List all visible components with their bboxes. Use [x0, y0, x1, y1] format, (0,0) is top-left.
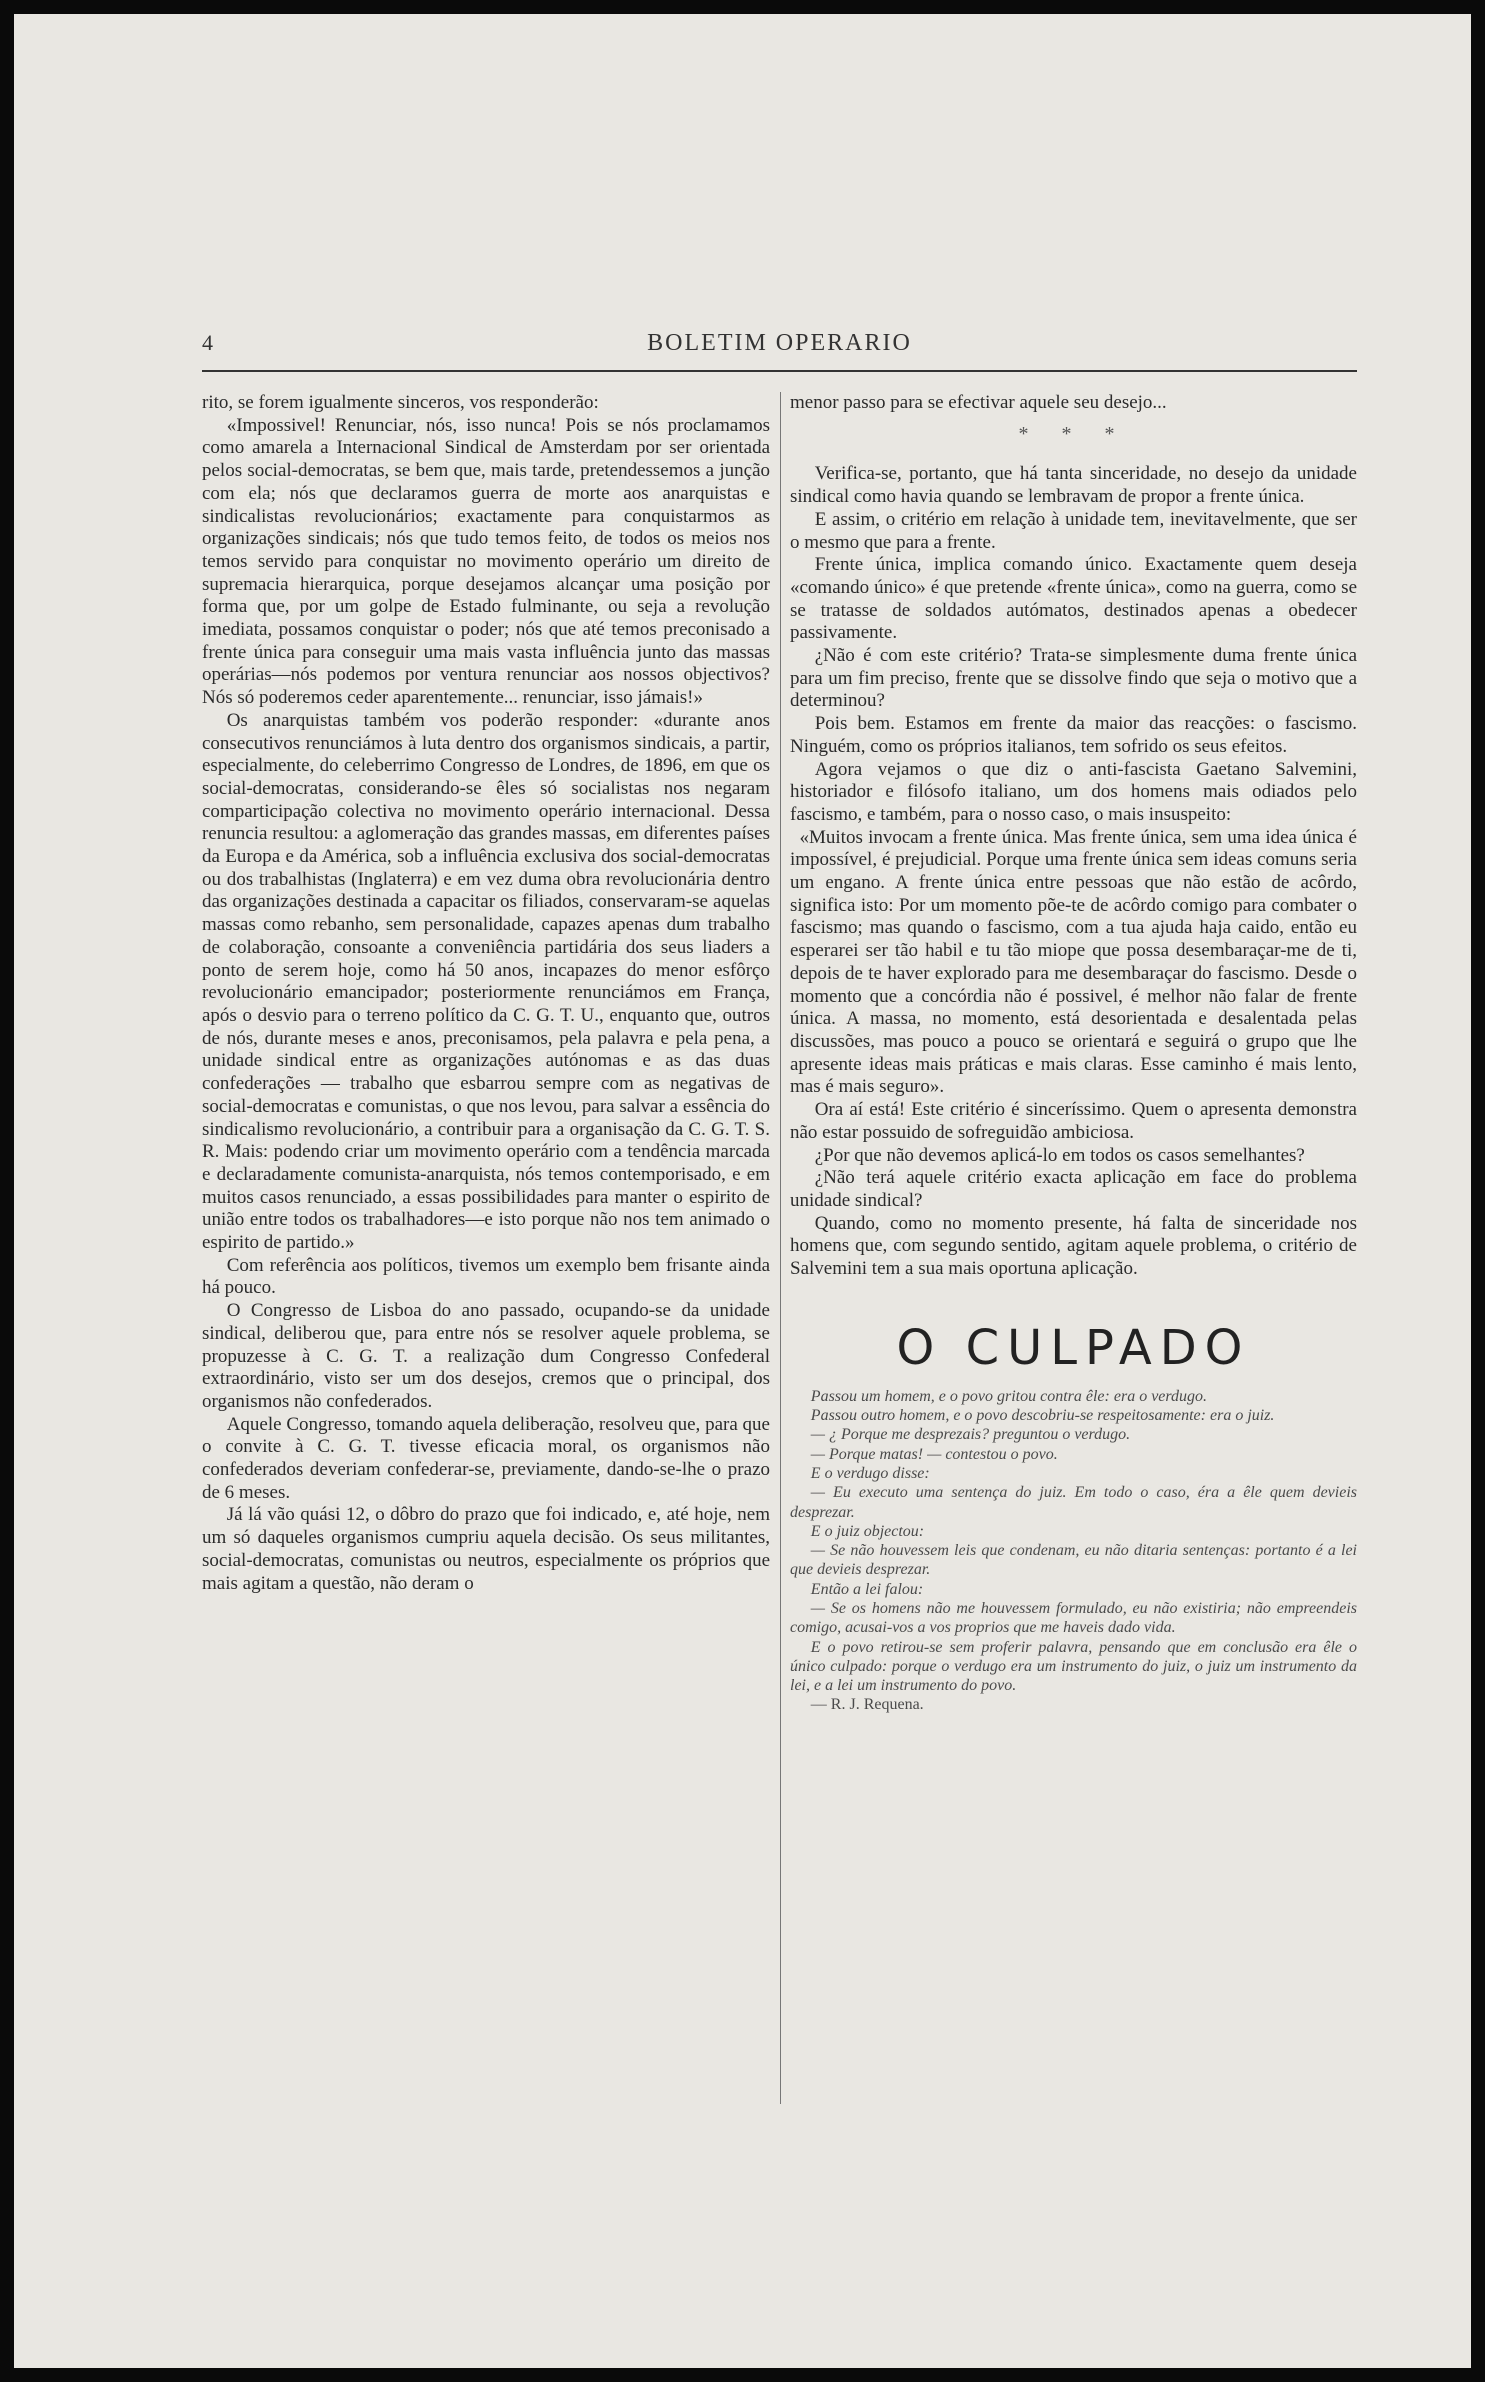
poem-line: — ¿ Porque me desprezais? preguntou o verdugo.: [810, 1426, 1131, 1444]
paragraph: ¿Não é com este critério? Trata-se simplesmente duma frente única para um fim preciso, frente que se dissolve findo que seja o motivo que a determinou?: [790, 645, 1357, 712]
paragraph: Pois bem. Estamos em frente da maior das reacções: o fascismo. Ninguém, como os próprios italianos, tem sofrido os seus efeitos.: [790, 713, 1357, 757]
poem-line: Passou um homem, e o povo gritou contra êle: era o verdugo.: [810, 1387, 1208, 1405]
left-column: [202, 392, 770, 1595]
header-rule: [202, 370, 1357, 372]
paragraph: O Congresso de Lisboa do ano passado, ocupando-se da unidade sindical, deliberou que, para entre nós se resolver aquele problema, se propuzesse à C. G. T. a realização dum Congresso Confederal extraordinário, visto ser um dos desejos, cremos que o principal, dos organismos não confederados.: [202, 1300, 770, 1412]
column-divider: [780, 392, 781, 2104]
paragraph: menor passo para se efectivar aquele seu desejo...: [790, 392, 1167, 413]
paragraph: Verifica-se, portanto, que há tanta sinceridade, no desejo da unidade sindical como havia quando se lembravam de propor a frente única.: [790, 463, 1357, 508]
poem-line: — Porque matas! — contestou o povo.: [810, 1445, 1058, 1463]
section-separator: * * *: [1018, 422, 1129, 445]
paragraph: rito, se forem igualmente sinceros, vos responderão:: [202, 392, 599, 413]
poem-attribution: — R. J. Requena.: [810, 1696, 924, 1714]
section-title: O CULPADO: [896, 1319, 1251, 1376]
page-header: [202, 330, 1357, 360]
poem-line: — Se os homens não me houvessem formulado, eu não existiria; não empreendeis comigo, acusai-vos a vos proprios que me haveis dado vida.: [790, 1599, 1357, 1637]
poem-line: E o juiz objectou:: [810, 1522, 925, 1540]
poem-line: E o povo retirou-se sem proferir palavra, pensando que em conclusão era êle o único culpado: porque o verdugo era um instrumento do juiz, o juiz um instrumento da lei, e a lei um instrumento do povo.: [790, 1638, 1357, 1695]
poem-line: — Eu executo uma sentença do juiz. Em todo o caso, éra a êle quem devieis desprezar.: [790, 1484, 1357, 1521]
page-number: 4: [202, 330, 213, 355]
paragraph: Ora aí está! Este critério é sinceríssimo. Quem o apresenta demonstra não estar possuido de sofreguidão ambiciosa.: [790, 1099, 1357, 1143]
paragraph: ¿Não terá aquele critério exacta aplicação em face do problema unidade sindical?: [790, 1167, 1357, 1211]
poem-line: Passou outro homem, e o povo descobriu-se respeitosamente: era o juiz.: [810, 1407, 1275, 1425]
poem-line: — Se não houvessem leis que condenam, eu não ditaria sentenças: portanto é a lei que devieis desprezar.: [790, 1542, 1357, 1579]
paragraph: Os anarquistas também vos poderão responder: «durante anos consecutivos renunciámos à luta dentro dos organismos sindicais, a partir, especialmente, do celeberrimo Congresso de Londres, de 1896, em que os social-democratas, considerando-se êles só socialistas nos negaram comparticipação colectiva no movimento operário internacional. Dessa renuncia resultou: a aglomeração das grandes massas, em diferentes países da Europa e da América, sob a influência exclusiva dos social-democratas ou dos trabalhistas (Inglaterra) e em vez duma obra revolucionária dentro das organizações destinada a capacitar os filiados, conservaram-se aquelas massas como rebanho, sem personalidade, capazes apenas dum trabalho de colaboração, consoante a conveniência partidária dos seus liaders a ponto de serem hoje, como há 50 anos, incapazes do menor esfôrço revolucionário emancipador; posteriormente renunciámos em França, após o desvio para o terreno político da C. G. T. U., enquanto que, outros de nós, durante meses e anos, preconisamos, pela palavra e pela pena, a unidade sindical entre as organizações autónomas e as das duas confederações — trabalho que esbarrou sempre com as negativas de social-democratas e comunistas, o que nos levou, para salvar a essência do sindicalismo revolucionário, a contribuir para a organisação da C. G. T. S. R. Mais: podendo criar um movimento operário com a tendência marcada e declaradamente comunista-anarquista, nós temos contemporisado, e em muitos casos renunciado, a essas possibilidades para manter o espirito de união entre todos os trabalhadores—e isto porque não nos tem animado o espirito de partido.»: [202, 709, 770, 1254]
paragraph: Já lá vão quási 12, o dôbro do prazo que foi indicado, e, até hoje, nem um só daqueles organismos cumpriu aquela decisão. Os seus militantes, social-democratas, comunistas ou neutros, especialmente os próprios que mais agitam a questão, não deram o: [202, 1504, 770, 1594]
poem-line: E o verdugo disse:: [810, 1464, 930, 1482]
paragraph: E assim, o critério em relação à unidade tem, inevitavelmente, que ser o mesmo que para a frente.: [790, 508, 1357, 553]
paragraph: Frente única, implica comando único. Exactamente quem deseja «comando único» é que pretende «frente única», como na guerra, como se se tratasse de soldados autómatos, destinados apenas a obedecer passivamente.: [790, 554, 1357, 644]
paragraph: Com referência aos políticos, tivemos um exemplo bem frisante ainda há pouco.: [202, 1254, 770, 1299]
paragraph: Aquele Congresso, tomando aquela deliberação, resolveu que, para que o convite à C. G. T. tivesse eficacia moral, os organismos não confederados deveriam confederar-se, previamente, dando-se-lhe o prazo de 6 meses.: [202, 1413, 770, 1503]
newspaper-title: BOLETIM OPERARIO: [647, 330, 912, 356]
paragraph: Agora vejamos o que diz o anti-fascista Gaetano Salvemini, historiador e filósofo italiano, um dos homens mais odiados pelo fascismo, e também, para o nosso caso, o mais insuspeito:: [790, 758, 1357, 825]
paragraph: «Impossivel! Renunciar, nós, isso nunca! Pois se nós proclamamos como amarela a Internacional Sindical de Amsterdam por ser orientada pelos social-democratas, se bem que, mais tarde, pretendessemos a junção com ela; nós que declaramos guerra de morte aos anarquistas e sindicalistas revolucionários; exactamente para conquistarmos as organizações sindicais; nós que tudo temos feito, de todos os meios nos temos servido para conquistar no movimento operário um direito de supremacia hierarquica, porque desejamos alcançar uma posição por forma que, por um golpe de Estado fulminante, ou seja a revolução imediata, possamos conquistar o poder; nós que até temos preconisado a frente única para conseguir uma mais vasta influência junto das massas operárias—nós podemos por ventura renunciar aos nossos objectivos? Nós só poderemos ceder aparentemente... renunciar, isso jámais!»: [202, 414, 770, 709]
poem: [790, 1387, 1357, 1715]
paragraph: ¿Por que não devemos aplicá-lo em todos os casos semelhantes?: [814, 1144, 1305, 1166]
quote-paragraph: «Muitos invocam a frente única. Mas frente única, sem uma idea única é impossível, é prejudicial. Porque uma frente única sem ideas comuns seria um engano. A frente única entre pessoas que não estão de acôrdo, significa isto: Por um momento põe-te de acôrdo comigo para combater o fascismo; mas quando o fascismo, com a tua ajuda haja caido, então eu esperarei ser tão habil e tu tão miope que possa desembaraçar-me de ti, depois de te haver explorado para me desembaraçar do fascismo. Desde o momento que a concórdia não é possivel, é melhor não falar de frente única. A massa, no momento, está desorientada e desalentada pelas discussões, mas pouco a pouco se orientará e seguirá o grupo que lhe apresente ideas mais práticas e mais claras. Esse caminho é mais lento, mas é mais seguro».: [790, 826, 1357, 1098]
paragraph: Quando, como no momento presente, há falta de sinceridade nos homens que, com segundo sentido, agitam aquele problema, o critério de Salvemini tem a sua mais oportuna aplicação.: [790, 1212, 1357, 1280]
poem-line: Então a lei falou:: [810, 1580, 924, 1598]
right-column: [790, 392, 1357, 1715]
